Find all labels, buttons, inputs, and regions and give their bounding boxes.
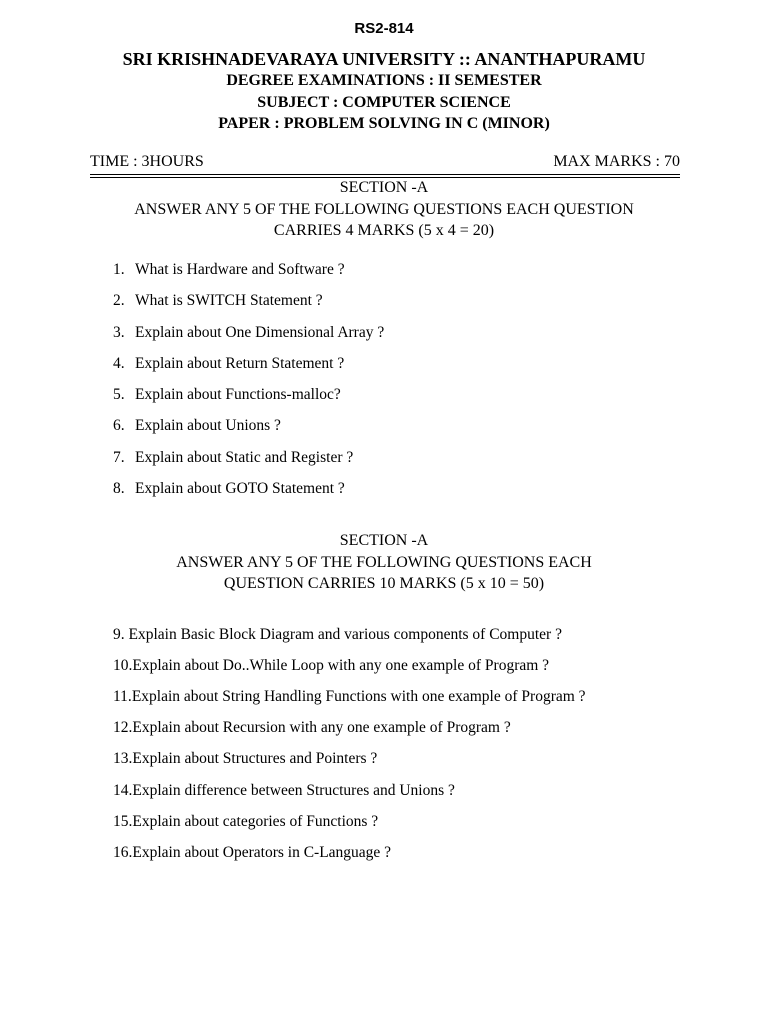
question-item: 9. Explain Basic Block Diagram and various components of Computer ? bbox=[113, 626, 562, 643]
section-instruction: ANSWER ANY 5 OF THE FOLLOWING QUESTIONS EACH bbox=[176, 553, 592, 571]
exam-title: DEGREE EXAMINATIONS : II SEMESTER bbox=[226, 72, 542, 89]
section-b-heading bbox=[0, 530, 768, 595]
question-item: 7. Explain about Static and Register ? bbox=[113, 449, 354, 466]
question-item: 5. Explain about Functions-malloc? bbox=[113, 386, 341, 403]
paper-code: RS2-814 bbox=[354, 20, 414, 37]
question-item: 3. Explain about One Dimensional Array ? bbox=[113, 324, 385, 341]
section-title: SECTION -A bbox=[339, 532, 429, 549]
question-item: 13.Explain about Structures and Pointers ? bbox=[113, 750, 378, 767]
question-item: 12.Explain about Recursion with any one example of Program ? bbox=[113, 719, 511, 736]
section-instruction: QUESTION CARRIES 10 MARKS (5 x 10 = 50) bbox=[223, 575, 545, 592]
question-item: 14.Explain difference between Structures and Unions ? bbox=[113, 782, 455, 799]
question-item: 2. What is SWITCH Statement ? bbox=[113, 292, 323, 309]
paper-title: PAPER : PROBLEM SOLVING IN C (MINOR) bbox=[218, 115, 550, 132]
time-label: TIME : 3HOURS bbox=[90, 153, 204, 170]
question-item: 4. Explain about Return Statement ? bbox=[113, 355, 345, 372]
question-item: 1. What is Hardware and Software ? bbox=[113, 261, 345, 278]
question-item: 10.Explain about Do..While Loop with any one example of Program ? bbox=[113, 657, 550, 674]
exam-header bbox=[0, 48, 768, 135]
question-item: 11.Explain about String Handling Functions with one example of Program ? bbox=[113, 688, 586, 705]
subject-title: SUBJECT : COMPUTER SCIENCE bbox=[257, 93, 511, 111]
question-item: 15.Explain about categories of Functions ? bbox=[113, 813, 379, 830]
question-item: 16.Explain about Operators in C-Language ? bbox=[113, 844, 392, 861]
divider-line bbox=[90, 174, 680, 175]
question-item: 6. Explain about Unions ? bbox=[113, 417, 281, 434]
question-item: 8. Explain about GOTO Statement ? bbox=[113, 480, 345, 497]
section-instruction: ANSWER ANY 5 OF THE FOLLOWING QUESTIONS EACH QUESTION bbox=[134, 200, 634, 218]
max-marks-label: MAX MARKS : 70 bbox=[553, 153, 680, 170]
section-title: SECTION -A bbox=[339, 179, 429, 196]
section-instruction: CARRIES 4 MARKS (5 x 4 = 20) bbox=[273, 222, 495, 239]
university-name: SRI KRISHNADEVARAYA UNIVERSITY :: ANANTHAPURAMU bbox=[122, 49, 646, 69]
section-a-heading bbox=[0, 177, 768, 242]
